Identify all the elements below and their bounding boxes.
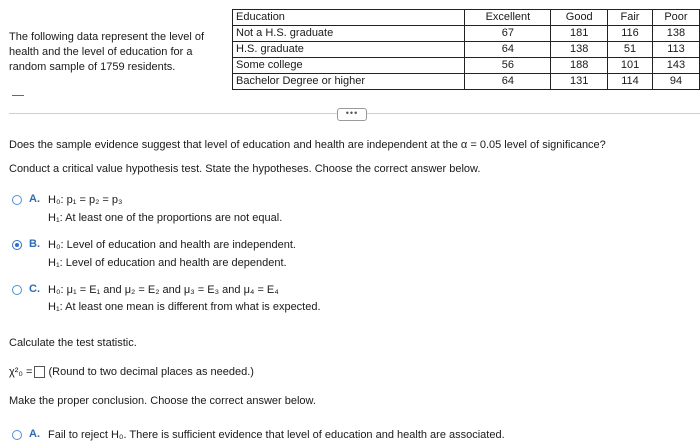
- test-statistic-input[interactable]: [34, 366, 45, 378]
- option-a-letter: A.: [29, 193, 40, 205]
- data-table: [232, 9, 700, 90]
- table-row: [233, 58, 700, 74]
- conclusion-a-letter: A.: [29, 428, 40, 440]
- header-fair: Fair: [608, 10, 653, 26]
- option-b-radio[interactable]: [12, 240, 22, 250]
- table-row: [233, 74, 700, 90]
- table-cell: 188: [551, 58, 608, 74]
- option-c-letter: C.: [29, 283, 40, 295]
- option-c-h1[interactable]: H₁: At least one mean is different from what is expected.: [48, 301, 321, 313]
- option-b-letter: B.: [29, 238, 40, 250]
- table-cell: 67: [465, 26, 551, 42]
- header-good: Good: [551, 10, 608, 26]
- table-cell: 143: [652, 58, 699, 74]
- chi-square-label: χ²₀ =: [9, 366, 33, 378]
- more-button[interactable]: •••: [337, 108, 367, 121]
- option-a-h1[interactable]: H₁: At least one of the proportions are not equal.: [48, 212, 283, 224]
- conclusion-prompt: Make the proper conclusion. Choose the correct answer below.: [9, 395, 316, 407]
- table-cell: 64: [465, 74, 551, 90]
- option-a-radio[interactable]: [12, 195, 22, 205]
- table-header-row: [233, 10, 700, 26]
- option-c-h0[interactable]: H₀: μ₁ = E₁ and μ₂ = E₂ and μ₃ = E₃ and μ₄ = E₄: [48, 284, 279, 296]
- table-cell: Some college: [233, 58, 465, 74]
- table-cell: 131: [551, 74, 608, 90]
- table-cell: 64: [465, 42, 551, 58]
- header-excellent: Excellent: [465, 10, 551, 26]
- option-b-h1[interactable]: H₁: Level of education and health are dependent.: [48, 257, 287, 269]
- chi-square-row: [9, 365, 254, 379]
- table-cell: 116: [608, 26, 653, 42]
- instruction-text: Conduct a critical value hypothesis test. State the hypotheses. Choose the correct answer below.: [9, 163, 481, 175]
- table-cell: 94: [652, 74, 699, 90]
- question-text: Does the sample evidence suggest that level of education and health are independent at the α = 0.05 level of significance?: [9, 139, 606, 151]
- conclusion-a-radio[interactable]: [12, 430, 22, 440]
- intro-text: The following data represent the level of health and the level of education for a random sample of 1759 residents.: [9, 31, 205, 73]
- table-cell: Not a H.S. graduate: [233, 26, 465, 42]
- header-education: Education: [233, 10, 465, 26]
- table-cell: 101: [608, 58, 653, 74]
- table-cell: Bachelor Degree or higher: [233, 74, 465, 90]
- option-b-h0[interactable]: H₀: Level of education and health are independent.: [48, 239, 296, 251]
- table-cell: 181: [551, 26, 608, 42]
- table-cell: 56: [465, 58, 551, 74]
- answer-dash: [12, 95, 24, 96]
- table-cell: 138: [652, 26, 699, 42]
- table-row: [233, 42, 700, 58]
- table-cell: 51: [608, 42, 653, 58]
- calc-label: Calculate the test statistic.: [9, 337, 137, 349]
- table-cell: H.S. graduate: [233, 42, 465, 58]
- option-c-radio[interactable]: [12, 285, 22, 295]
- option-a-h0[interactable]: H₀: p₁ = p₂ = p₃: [48, 194, 123, 206]
- table-row: [233, 26, 700, 42]
- header-poor: Poor: [652, 10, 699, 26]
- table-cell: 138: [551, 42, 608, 58]
- round-note: (Round to two decimal places as needed.): [48, 366, 254, 378]
- table-cell: 113: [652, 42, 699, 58]
- conclusion-a-text[interactable]: Fail to reject H₀. There is sufficient evidence that level of education and health are associated.: [48, 429, 505, 441]
- table-cell: 114: [608, 74, 653, 90]
